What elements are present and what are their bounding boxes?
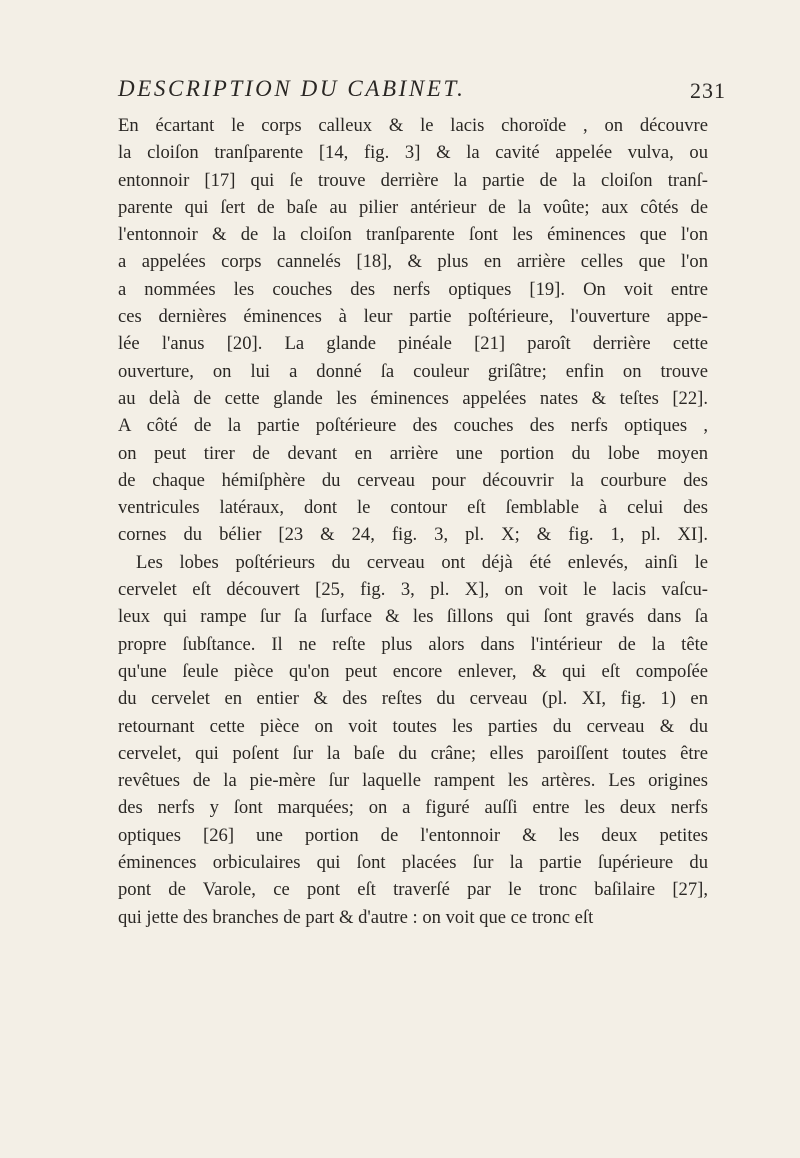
text-line: En écartant le corps calleux & le lacis choroïde , on découvre — [118, 115, 708, 136]
text-line: parente qui ſert de baſe au pilier antérieur de la voûte; aux côtés de — [118, 196, 708, 218]
text-line: ouverture, on lui a donné ſa couleur griſâtre; enfin on trouve — [118, 360, 708, 382]
running-head — [118, 76, 726, 116]
text-line: qui jette des branches de part & d'autre : on voit que ce tronc eſt — [118, 906, 594, 928]
text-line: qu'une ſeule pièce qu'on peut encore enlever, & qui eſt compoſée — [118, 660, 708, 682]
text-line: cervelet eſt découvert [25, fig. 3, pl. X], on voit le lacis vaſcu- — [118, 579, 708, 601]
text-line: ventricules latéraux, dont le contour eſt ſemblable à celui des — [118, 497, 708, 519]
text-line: l'entonnoir & de la cloiſon tranſparente ſont les éminences que l'on — [118, 224, 708, 246]
body-text — [118, 112, 708, 931]
text-line: on peut tirer de devant en arrière une portion du lobe moyen — [118, 442, 708, 464]
text-line: cornes du bélier [23 & 24, fig. 3, pl. X; & fig. 1, pl. XI]. — [118, 524, 708, 546]
text-line: lée l'anus [20]. La glande pinéale [21] paroît derrière cette — [118, 333, 708, 355]
running-title: DESCRIPTION DU CABINET. — [118, 76, 466, 101]
text-line: optiques [26] une portion de l'entonnoir & les deux petites — [118, 824, 708, 846]
text-line: au delà de cette glande les éminences appelées nates & teſtes [22]. — [118, 387, 708, 409]
text-line: entonnoir [17] qui ſe trouve derrière la partie de la cloiſon tranſ- — [118, 169, 708, 191]
text-line: A côté de la partie poſtérieure des couches des nerfs optiques , — [118, 415, 708, 437]
text-line: a nommées les couches des nerfs optiques [19]. On voit entre — [118, 278, 708, 300]
text-line: de chaque hémiſphère du cerveau pour découvrir la courbure des — [118, 469, 708, 491]
page-number: 231 — [690, 78, 726, 103]
text-line: cervelet, qui poſent ſur la baſe du crâne; elles paroiſſent toutes être — [118, 742, 708, 764]
text-line: propre ſubſtance. Il ne reſte plus alors dans l'intérieur de la tête — [118, 633, 708, 655]
text-line: pont de Varole, ce pont eſt traverſé par le tronc baſilaire [27], — [118, 879, 708, 901]
text-line: revêtues de la pie-mère ſur laquelle rampent les artères. Les origines — [118, 770, 708, 792]
text-line: ces dernières éminences à leur partie poſtérieure, l'ouverture appe- — [118, 306, 708, 328]
text-line: des nerfs y ſont marquées; on a figuré auſſi entre les deux nerfs — [118, 797, 708, 819]
text-line: éminences orbiculaires qui ſont placées ſur la partie ſupérieure du — [118, 852, 708, 874]
text-line: la cloiſon tranſparente [14, fig. 3] & la cavité appelée vulva, ou — [118, 142, 708, 164]
text-line: a appelées corps cannelés [18], & plus en arrière celles que l'on — [118, 251, 708, 273]
text-line: retournant cette pièce on voit toutes les parties du cerveau & du — [118, 715, 708, 737]
text-line: du cervelet en entier & des reſtes du cerveau (pl. XI, fig. 1) en — [118, 688, 708, 710]
text-line: leux qui rampe ſur ſa ſurface & les ſillons qui ſont gravés dans ſa — [118, 606, 708, 628]
text-line: Les lobes poſtérieurs du cerveau ont déjà été enlevés, ainſi le — [136, 551, 708, 573]
